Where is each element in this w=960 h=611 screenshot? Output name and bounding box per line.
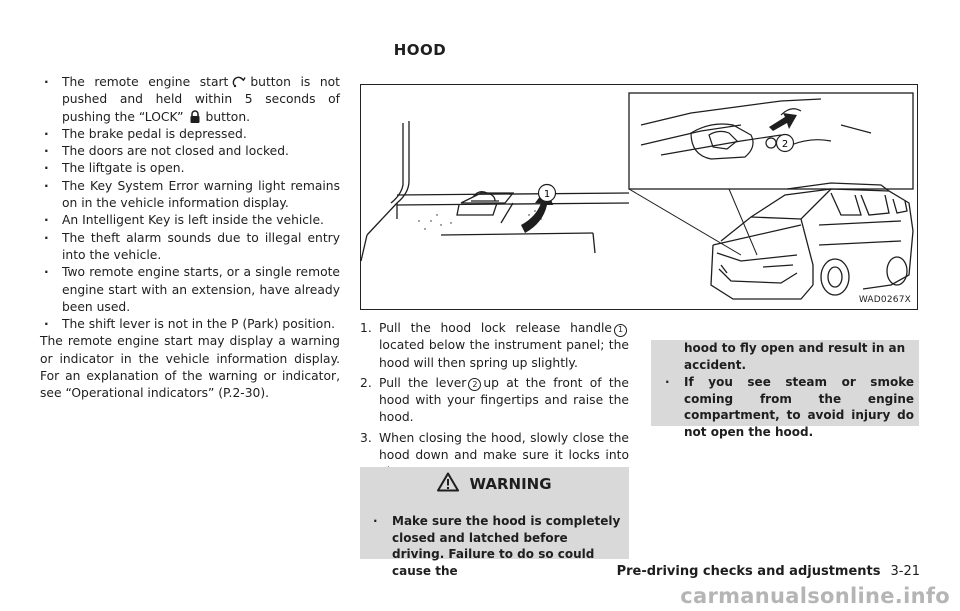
lock-icon xyxy=(187,110,203,122)
warning-item: . If you see steam or smoke coming from the engine compartment, to avoid injury do not open the hood. xyxy=(664,374,914,440)
list-item-text-tail: button. xyxy=(205,109,251,124)
hood-release-figure xyxy=(360,84,918,310)
list-item: . The brake pedal is depressed. xyxy=(40,126,340,143)
callout-2-label: 2 xyxy=(781,139,789,150)
step-text-start: Pull the lever xyxy=(379,375,467,390)
suv-illustration xyxy=(711,183,913,299)
step-text-start: Pull the hood lock release handle xyxy=(379,321,612,335)
step-text-end: up at the front of the hood with your fingertips and raise the hood. xyxy=(379,375,629,425)
callout-marker: 1 xyxy=(614,324,627,337)
procedure-step xyxy=(360,375,629,427)
warning-continuation-text: hood to fly open and result in an accident. xyxy=(684,341,906,372)
callout-2-marker xyxy=(777,135,794,152)
list-item xyxy=(40,74,340,126)
list-item: . An Intelligent Key is left inside the vehicle. xyxy=(40,212,340,229)
warning-continuation-box xyxy=(651,340,919,439)
list-item: . The doors are not closed and locked. xyxy=(40,143,340,160)
section-title: HOOD xyxy=(393,41,447,59)
page-number: 3-21 xyxy=(890,564,920,579)
warning-box xyxy=(360,467,629,578)
warning-list-continued xyxy=(664,374,914,440)
list-item-text-end: button is not pushed and held within 5 seconds of pushing the “LOCK” xyxy=(62,75,340,124)
list-item: . The Key System Error warning light remains on in the vehicle information display. xyxy=(40,178,340,213)
callout-1-marker xyxy=(539,185,556,202)
warning-item: . Make sure the hood is completely closed and latched before driving. Failure to do so could cause the xyxy=(372,513,622,579)
hood-illustration xyxy=(361,85,917,309)
warning-list xyxy=(372,513,622,579)
callout-marker: 2 xyxy=(468,378,481,391)
page-footer xyxy=(617,564,920,579)
step-text: When closing the hood, slowly close the hood down and make sure it locks into xyxy=(379,430,629,463)
step-number: 3. xyxy=(360,430,372,445)
remote-start-paragraph: The remote engine start may display a warning or indicator in the vehicle information display. For an explanation of the warning or indicator, see “Operational indicators” (P.2-30). xyxy=(40,334,340,401)
list-item: . The theft alarm sounds due to illegal entry into the vehicle. xyxy=(40,230,340,265)
warning-triangle-icon xyxy=(437,472,459,496)
step-number: 2. xyxy=(360,375,372,390)
chapter-title: Pre-driving checks and adjustments xyxy=(616,564,881,579)
callout-1-label: 1 xyxy=(543,189,551,200)
step-number: 1. xyxy=(360,321,372,335)
warning-title: WARNING xyxy=(469,475,552,493)
procedure-column xyxy=(360,320,629,485)
procedure-steps xyxy=(360,320,629,482)
watermark: carmanualsonline.info xyxy=(680,584,950,608)
remote-start-icon xyxy=(231,76,247,88)
list-item: . Two remote engine starts, or a single remote engine start with an extension, have already been used. xyxy=(40,264,340,316)
procedure-step xyxy=(360,320,629,372)
list-item-text-start: The remote engine start xyxy=(62,75,229,89)
list-item: . The shift lever is not in the P (Park) position. xyxy=(40,316,340,333)
list-item: . The liftgate is open. xyxy=(40,160,340,177)
condition-list xyxy=(40,74,340,333)
warning-header xyxy=(360,467,629,501)
left-column xyxy=(40,74,340,403)
step-text-end: located below the instrument panel; the hood will then spring up slightly. xyxy=(379,338,629,370)
figure-code: WAD0267X xyxy=(858,295,911,305)
